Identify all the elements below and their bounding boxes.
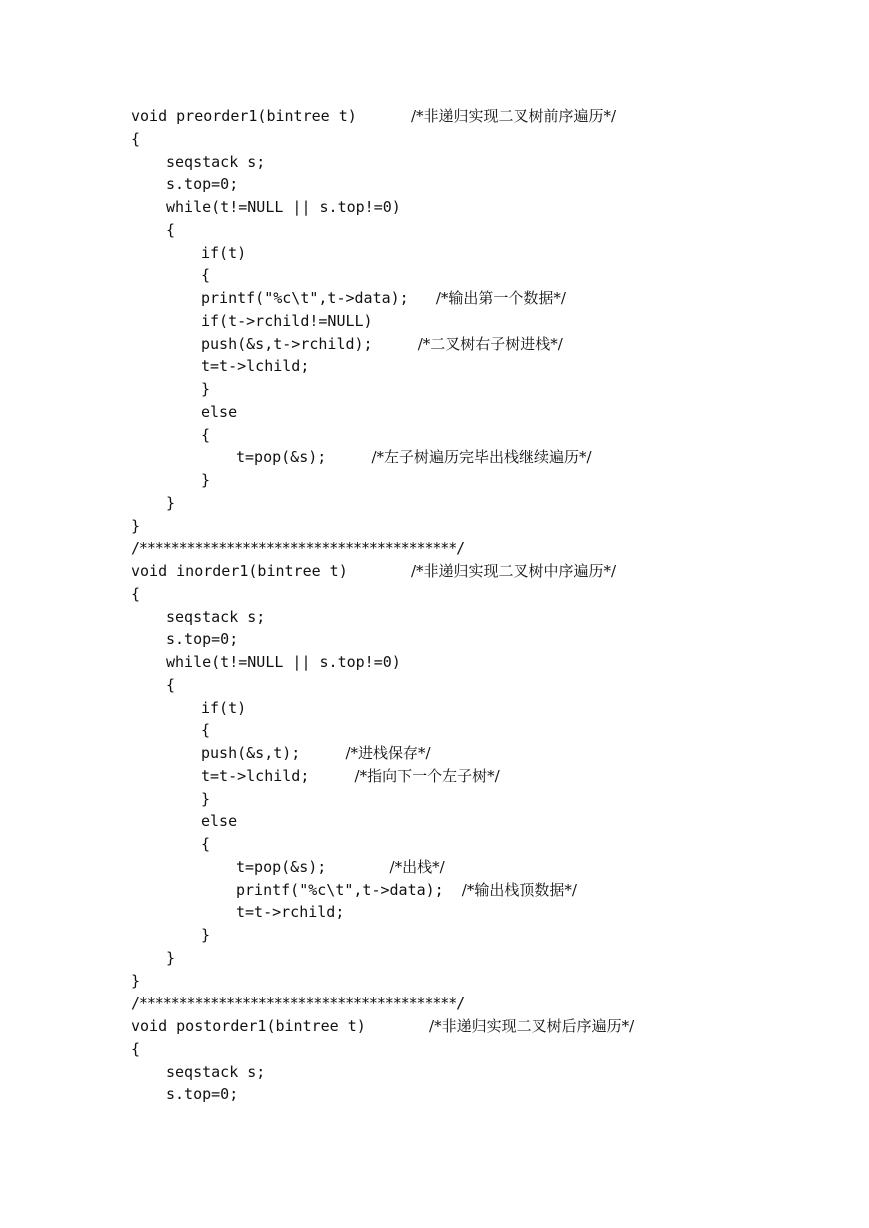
preorder-if-close: }: [201, 380, 211, 398]
preorder-if-rchild: if(t->rchild!=NULL): [201, 311, 373, 330]
preorder-if: if(t): [201, 243, 247, 262]
postorder-decl: seqstack s;: [166, 1062, 266, 1081]
preorder-signature-comment: /*非递归实现二叉树前序遍历*/: [410, 107, 617, 125]
preorder-pop-line: [131, 446, 851, 469]
inorder-assign-lchild-line: [131, 765, 851, 788]
preorder-while-close: }: [166, 493, 176, 512]
preorder-printf: printf("%c\t",t->data);: [201, 289, 409, 307]
preorder-else-open: {: [201, 425, 211, 444]
preorder-pop-comment: /*左子树遍历完毕出栈继续遍历*/: [371, 448, 592, 467]
postorder-signature-comment: /*非递归实现二叉树后序遍历*/: [429, 1017, 635, 1035]
inorder-else: else: [201, 812, 238, 831]
postorder-signature: void postorder1(bintree t): [131, 1017, 366, 1035]
inorder-while: while(t!=NULL || s.top!=0): [166, 653, 401, 671]
inorder-else-close: }: [201, 926, 211, 944]
inorder-printf-comment: /*输出栈顶数据*/: [461, 880, 577, 899]
preorder-init: s.top=0;: [166, 175, 239, 194]
preorder-while-open: {: [166, 220, 176, 239]
preorder-open-brace: {: [131, 129, 141, 148]
preorder-printf-line: [131, 287, 851, 310]
inorder-pop-comment: /*出栈*/: [389, 857, 445, 876]
preorder-decl: seqstack s;: [166, 152, 266, 171]
preorder-push-comment: /*二叉树右子树进栈*/: [417, 334, 563, 353]
separator-1: /****************************************/: [131, 539, 465, 558]
inorder-printf: printf("%c\t",t->data);: [236, 880, 444, 899]
inorder-assign-comment: /*指向下一个左子树*/: [354, 766, 500, 785]
inorder-if-open: {: [201, 721, 211, 740]
inorder-signature-line: [131, 560, 851, 583]
inorder-while-open: {: [166, 675, 176, 694]
inorder-pop-line: [131, 856, 851, 879]
inorder-assign-rchild: t=t->rchild;: [236, 903, 345, 922]
inorder-else-open: {: [201, 835, 211, 853]
preorder-push: push(&s,t->rchild);: [201, 334, 373, 353]
code-listing: [131, 105, 851, 1106]
inorder-close-brace: }: [131, 971, 141, 990]
postorder-signature-line: [131, 1015, 851, 1038]
preorder-signature: void preorder1(bintree t): [131, 107, 357, 125]
preorder-push-line: [131, 333, 851, 356]
preorder-printf-comment: /*输出第一个数据*/: [435, 289, 566, 307]
inorder-if: if(t): [201, 698, 247, 717]
inorder-while-close: }: [166, 948, 176, 967]
preorder-pop: t=pop(&s);: [236, 448, 327, 467]
postorder-open-brace: {: [131, 1039, 141, 1058]
inorder-if-close: }: [201, 789, 211, 808]
postorder-init: s.top=0;: [166, 1085, 239, 1104]
preorder-signature-line: [131, 105, 851, 128]
inorder-decl: seqstack s;: [166, 607, 266, 626]
separator-2: /****************************************/: [131, 994, 465, 1013]
inorder-printf-line: [131, 879, 851, 902]
preorder-else-close: }: [201, 471, 211, 489]
preorder-close-brace: }: [131, 516, 141, 535]
inorder-push-comment: /*进栈保存*/: [345, 744, 431, 762]
preorder-assign-lchild: t=t->lchild;: [201, 357, 310, 376]
preorder-if-open: {: [201, 266, 211, 285]
preorder-else: else: [201, 402, 238, 421]
preorder-while: while(t!=NULL || s.top!=0): [166, 198, 401, 216]
inorder-signature: void inorder1(bintree t): [131, 562, 348, 580]
inorder-push-line: [131, 742, 851, 765]
inorder-init: s.top=0;: [166, 630, 239, 649]
inorder-open-brace: {: [131, 584, 141, 603]
inorder-assign-lchild: t=t->lchild;: [201, 766, 310, 785]
inorder-pop: t=pop(&s);: [236, 857, 327, 876]
inorder-push: push(&s,t);: [201, 744, 301, 762]
inorder-signature-comment: /*非递归实现二叉树中序遍历*/: [410, 562, 617, 580]
